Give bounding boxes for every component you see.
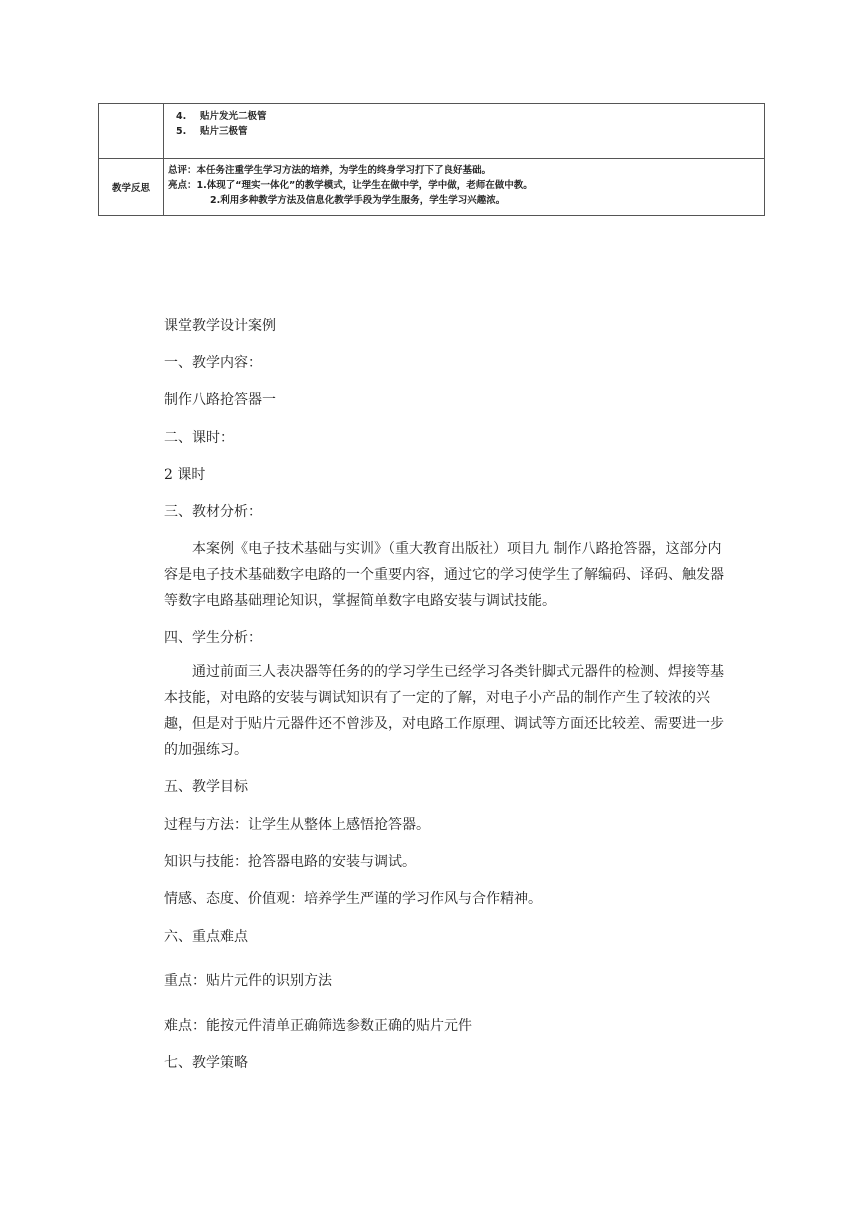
heading-students: 四、学生分析： [164, 630, 262, 646]
review-highlight-1: 亮点：1.体现了“理实一体化”的教学模式，让学生在做中学，学中做，老师在做中教。 [168, 180, 533, 191]
heading-strategy: 七、教学策略 [164, 1055, 248, 1071]
hours-text: 2 课时 [164, 467, 206, 483]
row-content [164, 104, 765, 159]
content-text: 制作八路抢答器一 [164, 392, 276, 408]
lesson-table [98, 103, 765, 216]
row-label-reflection: 教学反思 [99, 159, 164, 216]
goal-knowledge: 知识与技能：抢答器电路的安装与调试。 [164, 854, 416, 870]
heading-key-points: 六、重点难点 [164, 929, 248, 945]
list-item-number: 5. [176, 126, 187, 137]
students-paragraph: 通过前面三人表决器等任务的的学习学生已经学习各类针脚式元器件的检测、焊接等基本技能，对电路的安装与调试知识有了一定的了解，对电子小产品的制作产生了较浓的兴趣，但是对于贴片元器件还不曾涉及，对电路工作原理、调试等方面还比较差、需要进一步的加强练习。 [164, 664, 724, 758]
row-label [99, 104, 164, 159]
table-row [99, 159, 765, 216]
doc-title: 课堂教学设计案例 [164, 318, 276, 334]
row-content-reflection [164, 159, 765, 216]
heading-content: 一、教学内容： [164, 355, 262, 371]
heading-goals: 五、教学目标 [164, 779, 248, 795]
review-summary: 总评：本任务注重学生学习方法的培养，为学生的终身学习打下了良好基础。 [168, 165, 492, 176]
heading-hours: 二、课时： [164, 430, 234, 446]
key-point: 重点：贴片元件的识别方法 [164, 973, 332, 989]
list-item [176, 109, 764, 124]
analysis-paragraph: 本案例《电子技术基础与实训》（重大教育出版社）项目九 制作八路抢答器，这部分内容是电子技术基础数字电路的一个重要内容，通过它的学习使学生了解编码、译码、触发器等数字电路基础理论知识，掌握简单数字电路安装与调试技能。 [164, 541, 724, 609]
table-row [99, 104, 765, 159]
list-item-text: 贴片发光二极管 [200, 111, 267, 122]
list-item [176, 124, 764, 139]
review-highlight-2: 2.利用多种教学方法及信息化教学手段为学生服务，学生学习兴趣浓。 [210, 195, 506, 206]
list-item-text: 贴片三极管 [200, 126, 248, 137]
goal-process: 过程与方法：让学生从整体上感悟抢答器。 [164, 817, 430, 833]
difficulty-point: 难点：能按元件清单正确筛选参数正确的贴片元件 [164, 1018, 472, 1034]
list-item-number: 4. [176, 111, 187, 122]
heading-analysis: 三、教材分析： [164, 504, 262, 520]
goal-attitude: 情感、态度、价值观：培养学生严谨的学习作风与合作精神。 [164, 891, 542, 907]
